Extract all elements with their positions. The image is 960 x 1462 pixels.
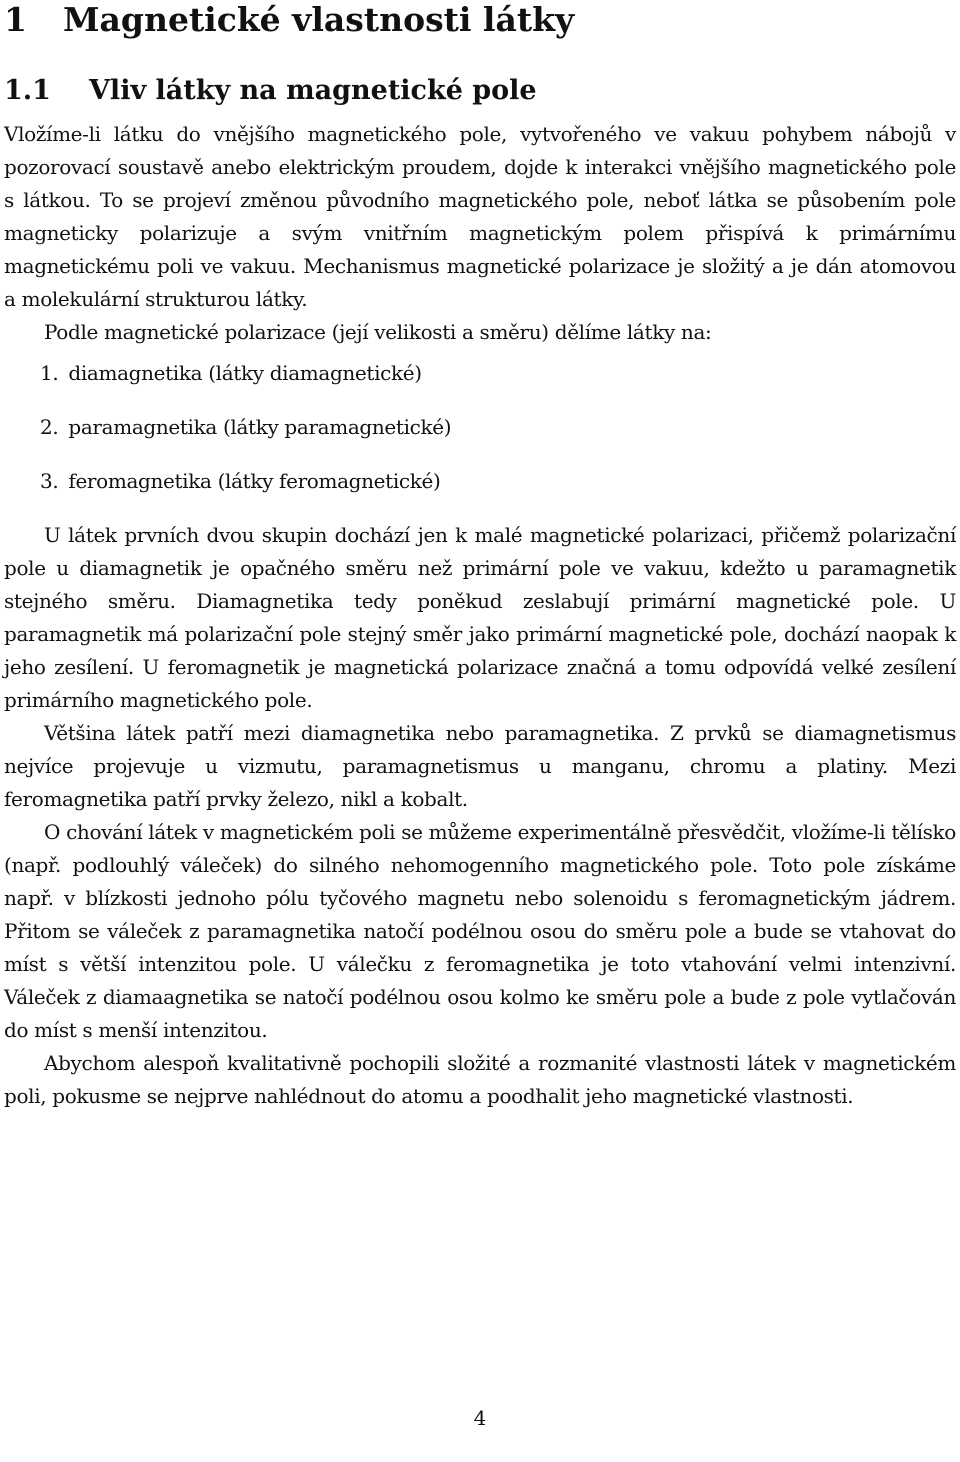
section-number: 1 <box>4 0 27 39</box>
list-item-number: 3. <box>40 469 59 493</box>
list-item-number: 1. <box>40 361 59 385</box>
document-page <box>4 0 956 1113</box>
paragraph-elements: Většina látek patří mezi diamagnetika nebo paramagnetika. Z prvků se diamagnetismus nejvíce projevuje u vizmutu, paramagnetismus u manganu, chromu a platiny. Mezi feromagnetika patří prvky železo, nikl a kobalt. <box>4 721 956 811</box>
subsection-title: Vliv látky na magnetické pole <box>88 75 537 106</box>
paragraph-conclusion: Abychom alespoň kvalitativně pochopili složité a rozmanité vlastnosti látek v magnetickém poli, pokusme se nejprve nahlédnout do atomu a poodhalit jeho magnetické vlastnosti. <box>4 1051 956 1108</box>
list-item-text: feromagnetika (látky feromagnetické) <box>68 469 441 493</box>
paragraph-polarization: U látek prvních dvou skupin dochází jen k malé magnetické polarizaci, přičemž polarizační pole u diamagnetik je opačného směru než primární pole ve vakuu, kdežto u paramagnetik stejného směru. Diamagnetika tedy poněkud zeslabují primární magnetické pole. U paramagnetik má polarizační pole stejný směr jako primární magnetické pole, dochází naopak k jeho zesílení. U feromagnetik je magnetická polarizace značná a tomu odpovídá velké zesílení primárního magnetického pole. <box>4 523 956 712</box>
list-item-number: 2. <box>40 415 59 439</box>
section-title: Magnetické vlastnosti látky <box>62 0 575 39</box>
subsection-number: 1.1 <box>4 75 51 106</box>
subsection-heading <box>4 74 956 108</box>
paragraph-classification: Podle magnetické polarizace (její velikosti a směru) dělíme látky na: <box>44 320 712 344</box>
list-item <box>40 465 956 498</box>
list-item <box>40 411 956 444</box>
list-item <box>40 357 956 390</box>
material-types-list <box>4 357 956 498</box>
paragraph-intro: Vložíme-li látku do vnějšího magnetického pole, vytvořeného ve vakuu pohybem nábojů v pozorovací soustavě anebo elektrickým proudem, dojde k interakci vnějšího magnetického pole s látkou. To se projeví změnou původního magnetického pole, neboť látka se působením pole magneticky polarizuje a svým vnitřním magnetickým polem přispívá k primárnímu magnetickému poli ve vakuu. Mechanismus magnetické polarizace je složitý a je dán atomovou a molekulární strukturou látky. <box>4 122 956 311</box>
list-item-text: diamagnetika (látky diamagnetické) <box>68 361 422 385</box>
section-heading <box>4 0 956 40</box>
page-number: 4 <box>473 1406 487 1430</box>
paragraph-experiment: O chování látek v magnetickém poli se můžeme experimentálně přesvědčit, vložíme-li tělísko (např. podlouhlý váleček) do silného nehomogenního magnetického pole. Toto pole získáme např. v blízkosti jednoho pólu tyčového magnetu nebo solenoidu s feromagnetickým jádrem. Přitom se váleček z paramagnetika natočí podélnou osou do směru pole a bude se vtahovat do míst s větší intenzitou pole. U válečku z feromagnetika je toto vtahování velmi intenzivní. Váleček z diamaagnetika se natočí podélnou osou kolmo ke směru pole a bude z pole vytlačován do míst s menší intenzitou. <box>4 820 956 1042</box>
list-item-text: paramagnetika (látky paramagnetické) <box>68 415 452 439</box>
